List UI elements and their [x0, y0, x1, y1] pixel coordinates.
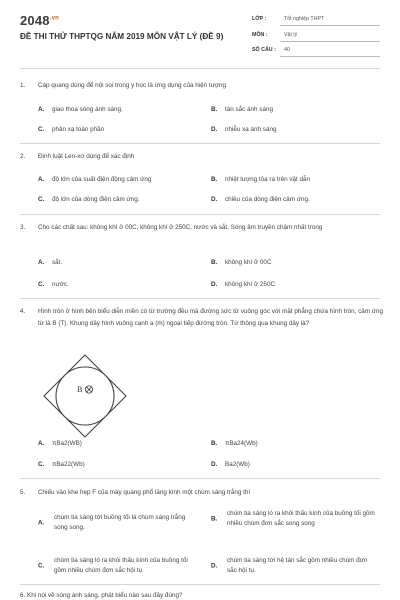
option-5c[interactable] [38, 556, 188, 575]
option-letter: B. [211, 176, 218, 183]
option-letter: B. [211, 514, 218, 522]
option-letter: D. [211, 281, 218, 288]
question-number: 4. [20, 308, 26, 315]
option-4c[interactable] [38, 459, 85, 471]
option-text: πBa24(Wb) [225, 440, 258, 447]
option-text: nước. [52, 281, 69, 288]
question-divider [20, 584, 380, 585]
option-2a[interactable] [38, 174, 151, 186]
option-text: giao thoa sóng ánh sáng. [52, 106, 123, 113]
question-3 [20, 222, 386, 234]
option-text: tán sắc ánh sáng [225, 106, 273, 113]
option-letter: B. [211, 440, 218, 447]
option-letter: B. [211, 106, 218, 113]
meta-label-class: LỚP : [252, 16, 267, 22]
option-text: không khí ở 250C [225, 281, 275, 288]
question-divider [20, 478, 380, 479]
header-divider [20, 68, 380, 69]
option-4b[interactable] [211, 438, 258, 450]
option-text: độ lớn của suất điện động cảm ứng [52, 176, 152, 183]
option-text: phản xạ toàn phần [52, 126, 105, 133]
option-text: sắt. [52, 259, 63, 266]
option-text: chùm tia sáng tới hệ tán sắc gồm nhiều chùm đơn sắc hội tụ. [227, 557, 368, 574]
option-text: chùm tia sáng ló ra khỏi thấu kính của buồng tối gồm nhiều chùm đơn sắc song song [227, 510, 375, 527]
question-number: 1. [20, 82, 26, 89]
option-letter: C. [38, 461, 45, 468]
magnetic-field-figure [42, 353, 128, 439]
option-5a[interactable] [38, 513, 188, 532]
question-text: Định luật Len-xơ dùng để xác định [38, 153, 135, 160]
option-text: πBa2(WB) [52, 440, 82, 447]
option-letter: D. [211, 561, 218, 569]
option-4a[interactable] [38, 438, 82, 450]
meta-underline [280, 41, 380, 42]
meta-value-class: Tốt nghiệp THPT [284, 16, 325, 22]
option-3a[interactable] [38, 257, 62, 269]
option-letter: D. [211, 126, 218, 133]
option-1d[interactable] [211, 124, 276, 136]
option-letter: A. [38, 176, 45, 183]
field-circle [56, 367, 114, 425]
meta-value-subject: Vật lý [284, 32, 298, 38]
meta-underline [280, 56, 380, 57]
meta-label-subject: MÔN : [252, 32, 268, 38]
option-letter: A. [38, 518, 45, 526]
question-text: Hình tròn ở hình bên biểu diễn miền có từ trường đều mà đường sức từ vuông góc với mặt phẳng chứa hình tròn, cảm ứng từ là B (T). Khung dây hình vuông cạnh a (m) ngoại tiếp đường tròn. Từ thông qua khung dây là? [38, 308, 383, 327]
option-4d[interactable] [211, 459, 250, 471]
question-divider [20, 143, 380, 144]
exam-title: ĐỀ THI THỬ THPTQG NĂM 2019 MÔN VẬT LÝ (ĐỀ 9) [20, 32, 224, 41]
meta-value-count: 40 [284, 47, 290, 53]
option-2d[interactable] [211, 194, 310, 206]
option-text: chiều của dòng điện cảm ứng. [225, 196, 310, 203]
question-text: Cho các chất sau: không khí ở 00C, không khí ở 250C, nước và sắt. Sóng âm truyền chậm nhất trong [38, 224, 323, 231]
option-letter: C. [38, 561, 45, 569]
question-number: 3. [20, 224, 26, 231]
option-letter: C. [38, 281, 45, 288]
question-text: Cáp quang dùng để nội soi trong y học là ứng dụng của hiện tượng [38, 82, 226, 89]
meta-underline [280, 25, 380, 26]
question-5 [20, 487, 386, 499]
option-text: nhiệt lượng tỏa ra trên vật dẫn [225, 176, 311, 183]
question-6-partial: 6. Khi nói về sóng ánh sáng, phát biểu nào sau đây đúng? [20, 592, 183, 599]
meta-label-count: SỐ CÂU : [252, 47, 276, 53]
option-letter: D. [211, 461, 218, 468]
option-text: không khí ở 00C [225, 259, 272, 266]
logo-suffix: .vn [49, 15, 60, 22]
option-1c[interactable] [38, 124, 104, 136]
option-1a[interactable] [38, 104, 123, 116]
option-letter: A. [38, 440, 45, 447]
question-divider [20, 214, 380, 215]
option-text: πBa22(Wb) [52, 461, 85, 468]
circle-in-square-diagram [42, 353, 128, 439]
question-4 [20, 306, 386, 330]
question-1 [20, 80, 386, 92]
option-letter: A. [38, 259, 45, 266]
question-number: 2. [20, 153, 26, 160]
question-text: Chiếu vào khe hẹp F của máy quang phổ lăng kính một chùm sáng trắng thì [38, 489, 251, 496]
option-letter: C. [38, 126, 45, 133]
option-2c[interactable] [38, 194, 139, 206]
option-letter: D. [211, 196, 218, 203]
option-text: nhiễu xạ ánh sáng [225, 126, 277, 133]
option-3b[interactable] [211, 257, 272, 269]
option-3d[interactable] [211, 279, 275, 291]
option-1b[interactable] [211, 104, 273, 116]
option-letter: B. [211, 259, 218, 266]
option-letter: C. [38, 196, 45, 203]
option-text: độ lớn của dòng điện cảm ứng. [52, 196, 140, 203]
option-3c[interactable] [38, 279, 69, 291]
field-label: B [77, 385, 83, 394]
option-2b[interactable] [211, 174, 310, 186]
question-2 [20, 151, 386, 163]
site-logo[interactable] [20, 13, 59, 28]
option-letter: A. [38, 106, 45, 113]
option-5b[interactable] [211, 509, 381, 528]
option-text: chùm tia sáng ló ra khỏi thấu kính của buồng tối gồm nhiều chùm đơn sắc hội tụ [54, 557, 188, 574]
option-text: chùm tia sáng tới buồng tối là chùm sáng trắng song song. [54, 514, 186, 531]
option-text: Ba2(Wb) [225, 461, 250, 468]
exam-header [0, 0, 400, 64]
option-5d[interactable] [211, 556, 371, 575]
logo-text: 2048 [20, 13, 50, 28]
question-number: 5. [20, 489, 26, 496]
question-divider [20, 298, 380, 299]
